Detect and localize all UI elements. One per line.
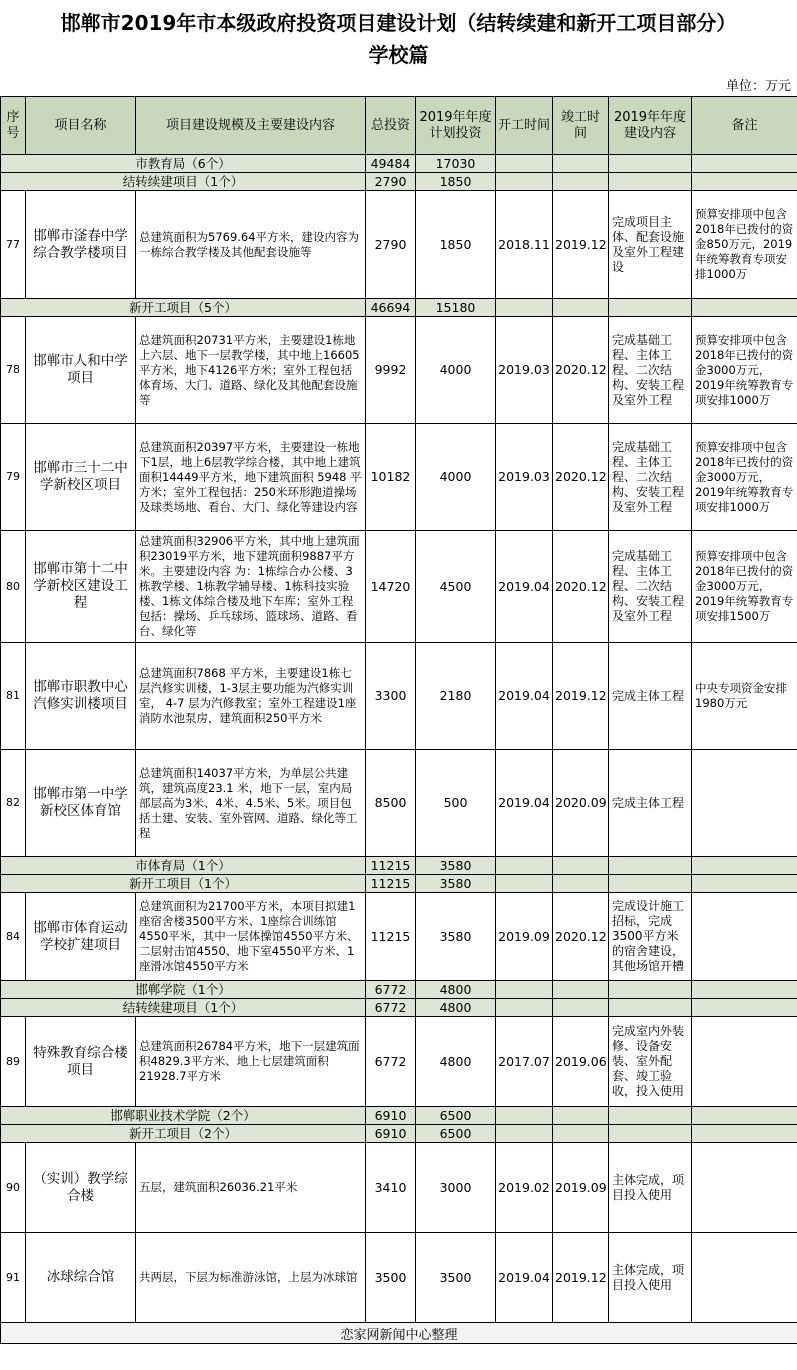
cell-total: 6772: [366, 1017, 416, 1107]
cell-plan: 4800: [416, 1017, 496, 1107]
cell-note: [692, 893, 797, 981]
subgroup-name: 新开工项目（2个）: [1, 1125, 366, 1143]
cell-end: 2020.09: [553, 750, 609, 857]
cell-plan: 3500: [416, 1233, 496, 1323]
cell-name: （实训）教学综合楼: [26, 1143, 136, 1233]
table-row: [1, 750, 797, 857]
cell-start: 2019.03: [496, 317, 553, 424]
cell-seq: 77: [1, 191, 26, 299]
cell-seq: 81: [1, 643, 26, 750]
subgroup-row: [1, 173, 797, 191]
cell-note: 预算安排项中包含2018年已拨付的资金850万元，2019年统筹教育专项安排1000万: [692, 191, 797, 299]
cell-desc: 总建筑面积20731平方米，主要建设1栋地上六层、地下一层教学楼，其中地上16605平方米，地下4126平方米；室外工程包括体育场、大门、道路、绿化及其他配套设施等: [136, 317, 366, 424]
cell-name: 邯郸市体育运动学校扩建项目: [26, 893, 136, 981]
cell-plan: 1850: [416, 191, 496, 299]
subgroup-name: 结转续建项目（1个）: [1, 173, 366, 191]
cell-note: 预算安排项中包含 2018年已拨付的资金3000万元，2019年统筹教育专项安排1000万: [692, 317, 797, 424]
cell-total: 11215: [366, 893, 416, 981]
cell-content: 完成设计施工招标，完成3500平方米的宿舍建设，其他场馆开槽: [609, 893, 692, 981]
cell-content: 完成室内外装修、设备安装、室外配套、竣工验收，投入使用: [609, 1017, 692, 1107]
cell-seq: 80: [1, 531, 26, 643]
cell-desc: 共两层，下层为标准游泳馆，上层为冰球馆: [136, 1233, 366, 1323]
header-note: 备注: [692, 97, 797, 155]
cell-seq: 82: [1, 750, 26, 857]
cell-note: 预算安排项中包含2018年已拨付的资金3000万元，2019年统筹教育专项安排1000万: [692, 424, 797, 531]
cell-plan: 3580: [416, 893, 496, 981]
cell-start: 2019.04: [496, 531, 553, 643]
cell-end: 2020.12: [553, 531, 609, 643]
table-row: [1, 1017, 797, 1107]
cell-seq: 79: [1, 424, 26, 531]
subgroup-row: [1, 875, 797, 893]
cell-content: 主体完成，项目投入使用: [609, 1143, 692, 1233]
cell-end: 2019.12: [553, 1233, 609, 1323]
cell-total: 10182: [366, 424, 416, 531]
subgroup-total: 11215: [366, 875, 416, 893]
subgroup-plan: 6500: [416, 1125, 496, 1143]
cell-name: 邯郸市三十二中学新校区项目: [26, 424, 136, 531]
table-row: [1, 531, 797, 643]
cell-start: 2017.07: [496, 1017, 553, 1107]
cell-desc: 五层，建筑面积26036.21平米: [136, 1143, 366, 1233]
group-plan: 3580: [416, 857, 496, 875]
cell-seq: 91: [1, 1233, 26, 1323]
header-total: 总投资: [366, 97, 416, 155]
header-desc: 项目建设规模及主要建设内容: [136, 97, 366, 155]
cell-total: 3300: [366, 643, 416, 750]
group-name: 邯郸职业技术学院（2个）: [1, 1107, 366, 1125]
header-start: 开工时间: [496, 97, 553, 155]
subgroup-plan: 4800: [416, 999, 496, 1017]
subgroup-row: [1, 299, 797, 317]
cell-name: 邯郸市第十二中学新校区建设工程: [26, 531, 136, 643]
cell-start: 2019.09: [496, 893, 553, 981]
subgroup-row: [1, 1125, 797, 1143]
subgroup-plan: 15180: [416, 299, 496, 317]
cell-plan: 500: [416, 750, 496, 857]
header-name: 项目名称: [26, 97, 136, 155]
cell-note: [692, 1143, 797, 1233]
cell-seq: 89: [1, 1017, 26, 1107]
header-plan: 2019年年度计划投资: [416, 97, 496, 155]
group-row: [1, 981, 797, 999]
subgroup-name: 新开工项目（1个）: [1, 875, 366, 893]
table-row: [1, 191, 797, 299]
cell-start: 2019.04: [496, 643, 553, 750]
table-row: [1, 424, 797, 531]
table-row: [1, 1233, 797, 1323]
cell-end: 2019.06: [553, 1017, 609, 1107]
cell-note: [692, 1233, 797, 1323]
cell-name: 邯郸市滏春中学综合教学楼项目: [26, 191, 136, 299]
cell-seq: 84: [1, 893, 26, 981]
cell-desc: 总建筑面积为5769.64平方米，建设内容为一栋综合教学楼及其他配套设施等: [136, 191, 366, 299]
subgroup-total: 6910: [366, 1125, 416, 1143]
page-title: [0, 0, 797, 78]
cell-content: 完成基础工程、主体工程、二次结构、安装工程及室外工程: [609, 424, 692, 531]
subgroup-name: 结转续建项目（1个）: [1, 999, 366, 1017]
group-plan: 17030: [416, 155, 496, 173]
group-total: 11215: [366, 857, 416, 875]
cell-plan: 4000: [416, 317, 496, 424]
cell-desc: 总建筑面积7868 平方米，主要建设1栋七层汽修实训楼，1-3层主要功能为汽修实训室， 4-7 层为汽修教室；室外工程建设1座消防水池泵房，建筑面积250平方米: [136, 643, 366, 750]
group-total: 6910: [366, 1107, 416, 1125]
subgroup-total: 2790: [366, 173, 416, 191]
title-line-1: 邯郸市2019年市本级政府投资项目建设计划（结转续建和新开工项目部分）: [60, 11, 737, 35]
cell-content: 主体完成，项目投入使用: [609, 1233, 692, 1323]
cell-end: 2019.12: [553, 643, 609, 750]
cell-plan: 4000: [416, 424, 496, 531]
subgroup-total: 6772: [366, 999, 416, 1017]
cell-end: 2020.12: [553, 317, 609, 424]
cell-start: 2018.11: [496, 191, 553, 299]
group-total: 49484: [366, 155, 416, 173]
cell-note: [692, 750, 797, 857]
cell-desc: 总建筑面积32906平方米，其中地上建筑面积23019平方米，地下建筑面积9887平方米。主要建设内容 为：1栋综合办公楼、3栋教学楼、1栋教学辅导楼、1栋科技实验楼、1栋文体综合楼及地下车库；室外工程包括：操场、乒乓球场、篮球场、道路、看台、绿化等: [136, 531, 366, 643]
cell-content: 完成基础工程、主体工程、二次结构、安装工程及室外工程: [609, 317, 692, 424]
group-row: [1, 155, 797, 173]
cell-name: 邯郸市人和中学项目: [26, 317, 136, 424]
group-name: 市教育局（6个）: [1, 155, 366, 173]
cell-content: 完成基础工程、主体工程、二次结构、安装工程及室外工程: [609, 531, 692, 643]
cell-desc: 总建筑面积为21700平方米，本项目拟建1座宿舍楼3500平方米、1座综合训练馆4550平米，其中一层体操馆4550平方米、二层射击馆4550、地下室4550平方米、1座滑冰馆4550平方米: [136, 893, 366, 981]
cell-total: 14720: [366, 531, 416, 643]
table-row: [1, 1143, 797, 1233]
cell-end: 2019.09: [553, 1143, 609, 1233]
footer-row: [1, 1323, 797, 1344]
table-row: [1, 643, 797, 750]
cell-total: 9992: [366, 317, 416, 424]
title-line-2: 学校篇: [368, 43, 429, 67]
subgroup-name: 新开工项目（5个）: [1, 299, 366, 317]
group-row: [1, 1107, 797, 1125]
cell-plan: 3000: [416, 1143, 496, 1233]
cell-plan: 4500: [416, 531, 496, 643]
cell-name: 特殊教育综合楼项目: [26, 1017, 136, 1107]
cell-start: 2019.03: [496, 424, 553, 531]
table-row: [1, 317, 797, 424]
cell-seq: 78: [1, 317, 26, 424]
footer-credit: 恋家网新闻中心整理: [1, 1323, 797, 1344]
cell-name: 邯郸市职教中心汽修实训楼项目: [26, 643, 136, 750]
subgroup-total: 46694: [366, 299, 416, 317]
cell-name: 冰球综合馆: [26, 1233, 136, 1323]
cell-desc: 总建筑面积20397平方米，主要建设一栋地下1层，地上6层教学综合楼，其中地上建筑面积14449平方米，地下建筑面积 5948 平方米；室外工程包括：250米环形跑道操场及球类场地、看台、大门、绿化等建设内容: [136, 424, 366, 531]
cell-note: 中央专项资金安排1980万元: [692, 643, 797, 750]
group-plan: 6500: [416, 1107, 496, 1125]
table-row: [1, 893, 797, 981]
group-name: 市体育局（1个）: [1, 857, 366, 875]
cell-total: 3410: [366, 1143, 416, 1233]
cell-end: 2020.12: [553, 424, 609, 531]
group-plan: 4800: [416, 981, 496, 999]
unit-label: 单位：万元: [725, 79, 791, 94]
cell-content: 完成主体工程: [609, 643, 692, 750]
cell-end: 2019.12: [553, 191, 609, 299]
cell-end: 2020.12: [553, 893, 609, 981]
cell-start: 2019.04: [496, 1233, 553, 1323]
header-seq: 序号: [1, 97, 26, 155]
cell-name: 邯郸市第一中学新校区体育馆: [26, 750, 136, 857]
cell-total: 2790: [366, 191, 416, 299]
subgroup-plan: 3580: [416, 875, 496, 893]
cell-note: 预算安排项中包含2018年已拨付的资金3000万元，2019年统筹教育专项安排1500万: [692, 531, 797, 643]
cell-content: 完成项目主体、配套设施及室外工程建设: [609, 191, 692, 299]
group-name: 邯郸学院（1个）: [1, 981, 366, 999]
cell-total: 8500: [366, 750, 416, 857]
cell-desc: 总建筑面积26784平方米，地下一层建筑面积4829.3平方米、地上七层建筑面积21928.7平方米: [136, 1017, 366, 1107]
project-table: [0, 96, 797, 1344]
cell-plan: 2180: [416, 643, 496, 750]
header-end: 竣工时间: [553, 97, 609, 155]
cell-note: [692, 1017, 797, 1107]
cell-desc: 总建筑面积14037平方米，为单层公共建筑，建筑高度23.1 米，地下一层，室内局部层高为3米、4米、4.5米、5米。项目包括土建、安装、室外管网、道路、绿化等工程: [136, 750, 366, 857]
cell-seq: 90: [1, 1143, 26, 1233]
group-row: [1, 857, 797, 875]
subgroup-plan: 1850: [416, 173, 496, 191]
cell-start: 2019.04: [496, 750, 553, 857]
header-row: [1, 97, 797, 155]
cell-total: 3500: [366, 1233, 416, 1323]
cell-start: 2019.02: [496, 1143, 553, 1233]
header-content: 2019年年度建设内容: [609, 97, 692, 155]
subgroup-row: [1, 999, 797, 1017]
group-total: 6772: [366, 981, 416, 999]
cell-content: 完成主体工程: [609, 750, 692, 857]
